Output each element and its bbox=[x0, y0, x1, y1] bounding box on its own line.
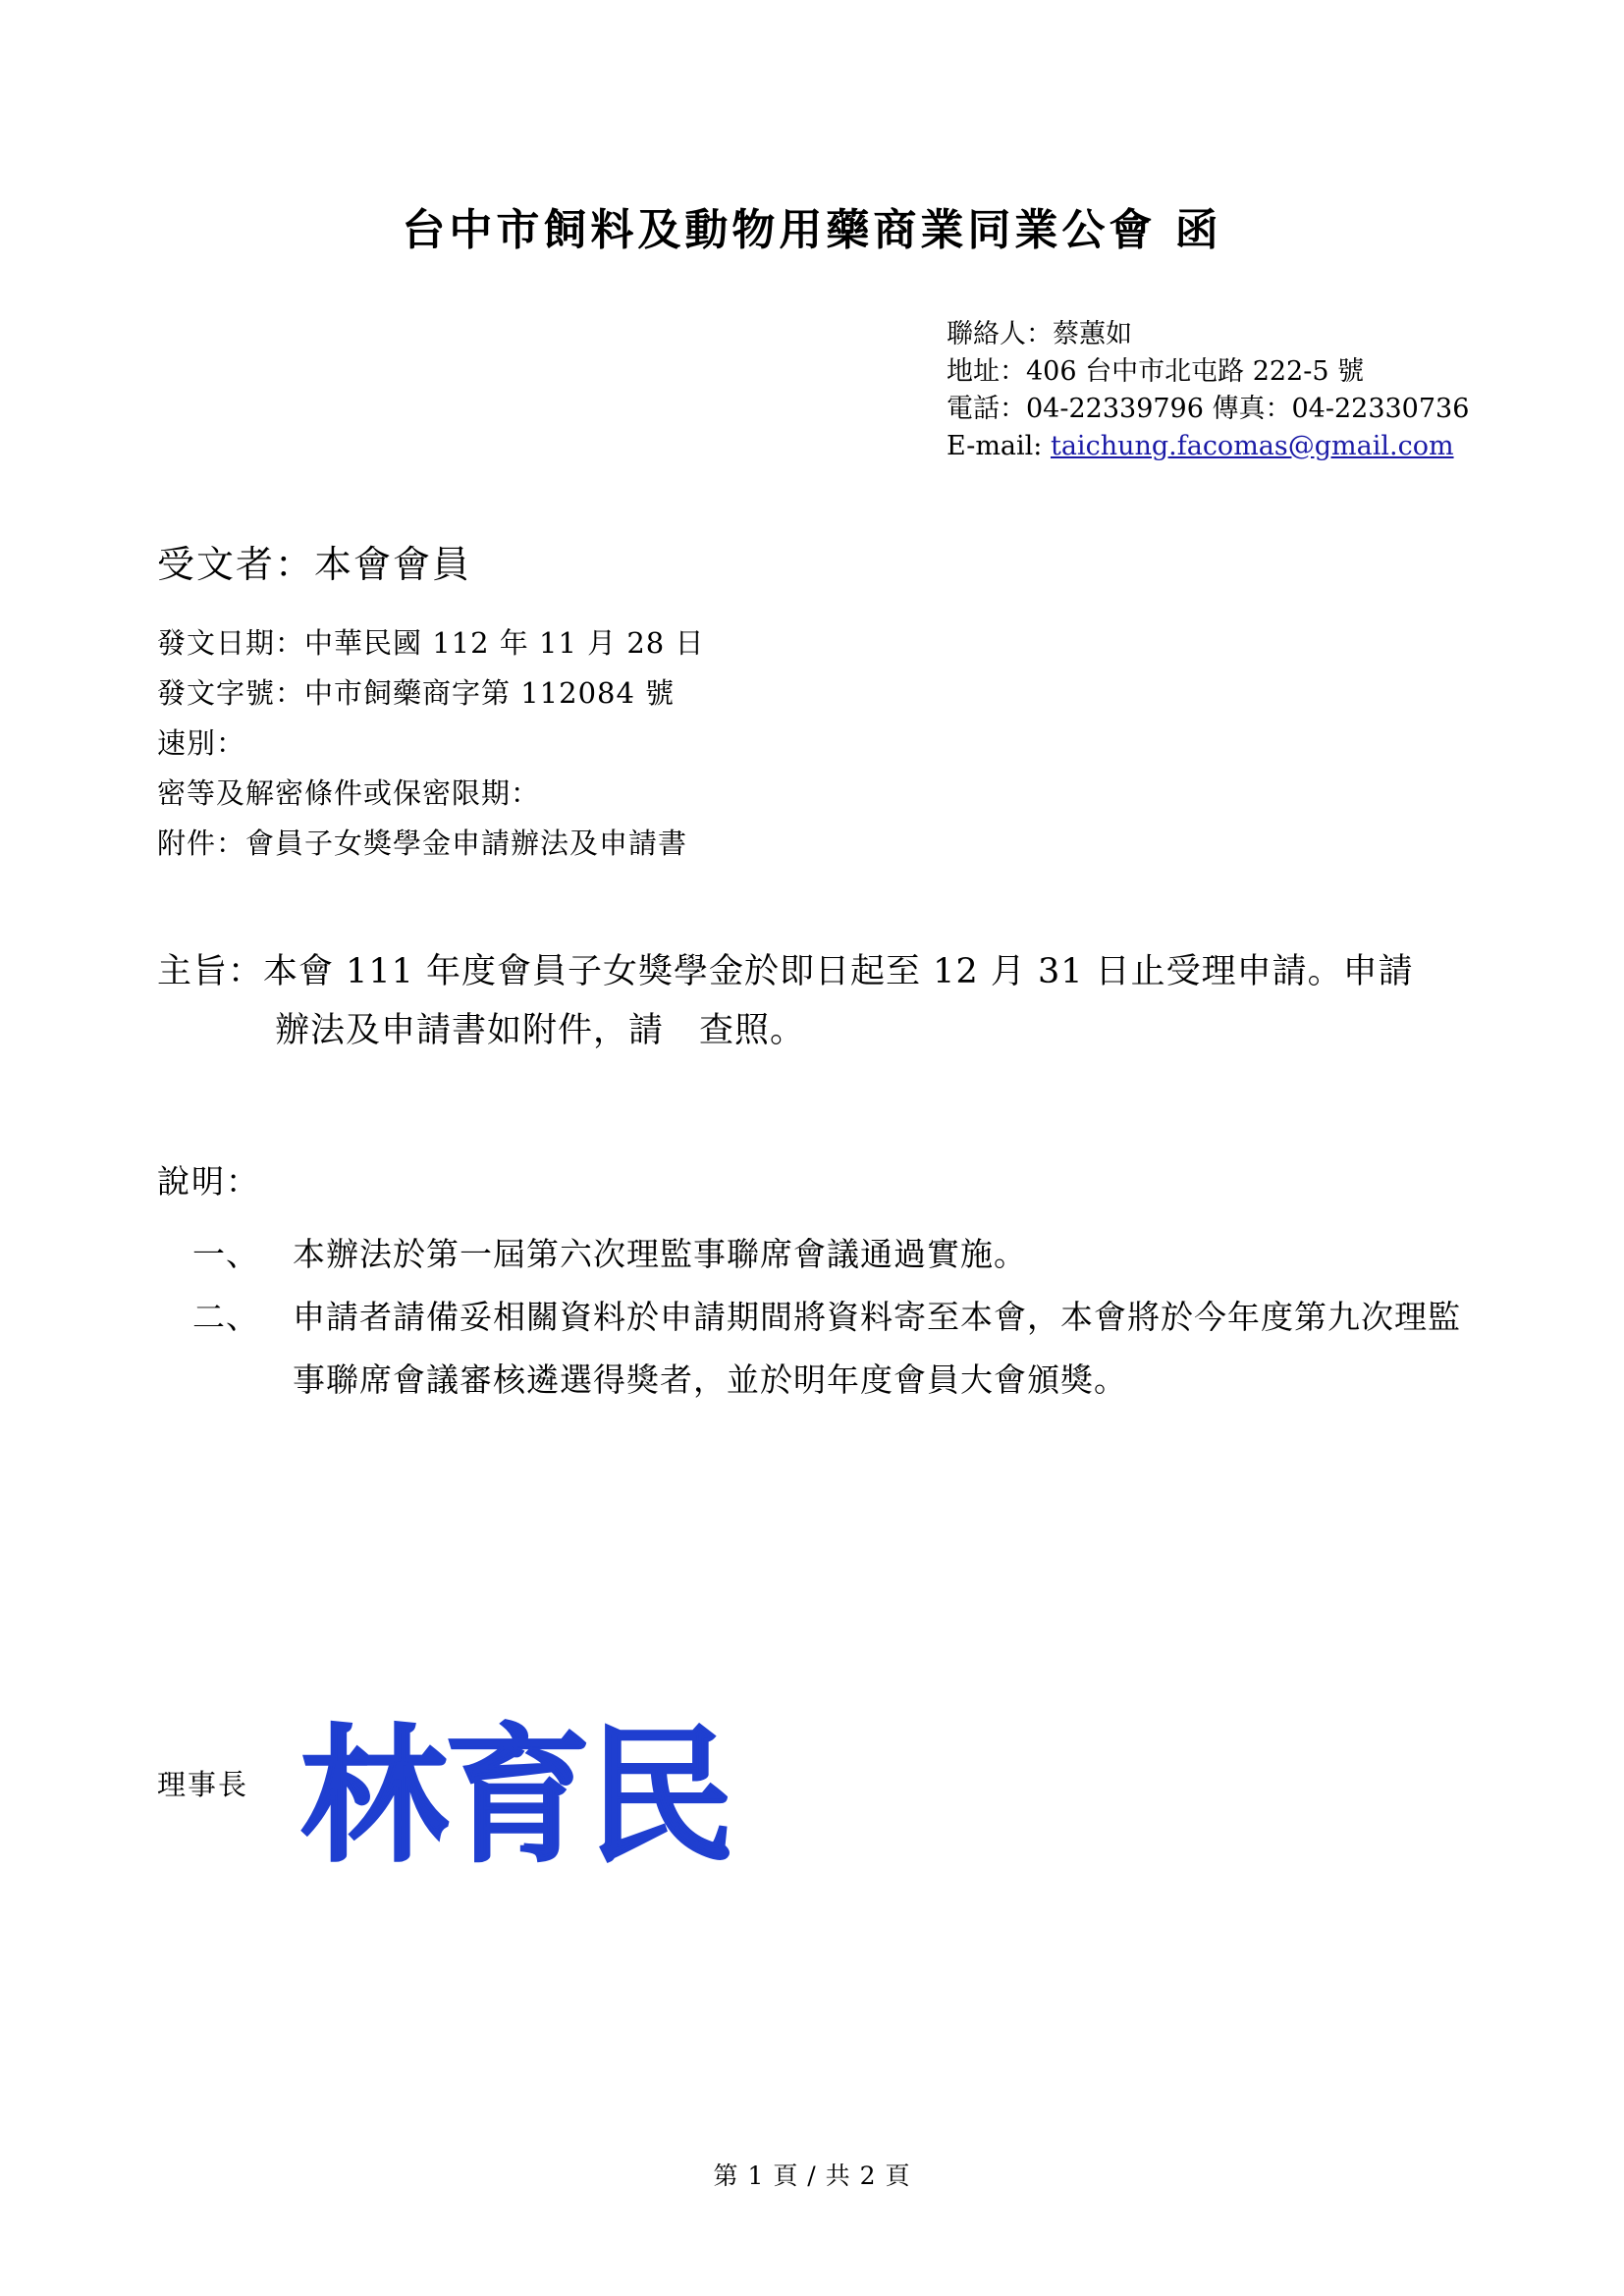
signature-name: 林育民 bbox=[300, 1712, 731, 1877]
item-text: 本辦法於第一屆第六次理監事聯席會議通過實施。 bbox=[293, 1235, 1027, 1273]
contact-address: 地址：406 台中市北屯路 222-5 號 bbox=[947, 356, 1365, 387]
contact-email-line bbox=[947, 428, 1469, 465]
contact-phone-fax: 電話：04-22339796 傳真：04-22330736 bbox=[947, 394, 1470, 424]
chairman-signature-stamp bbox=[300, 1700, 732, 1877]
document-meta bbox=[157, 618, 704, 869]
document-number: 發文字號：中市飼藥商字第 112084 號 bbox=[157, 676, 676, 710]
explanation-list bbox=[192, 1223, 1489, 1412]
item-number: 二、 bbox=[192, 1298, 259, 1336]
contact-block bbox=[947, 316, 1469, 465]
item-number: 一、 bbox=[192, 1235, 259, 1273]
page-number: 第 1 頁 / 共 2 頁 bbox=[713, 2162, 911, 2190]
explanation-item bbox=[192, 1286, 1489, 1412]
email-link[interactable]: taichung.facomas@gmail.com bbox=[1050, 431, 1454, 461]
explanation-heading: 說明： bbox=[157, 1162, 260, 1201]
email-label: E-mail: bbox=[947, 431, 1051, 461]
chairman-label: 理事長 bbox=[157, 1768, 249, 1801]
attachment: 附件：會員子女獎學金申請辦法及申請書 bbox=[157, 827, 688, 860]
contact-person: 聯絡人：蔡蕙如 bbox=[947, 319, 1132, 349]
explanation-item bbox=[192, 1223, 1489, 1286]
document-title: 台中市飼料及動物用藥商業同業公會 函 bbox=[402, 205, 1222, 255]
classification: 密等及解密條件或保密限期： bbox=[157, 776, 541, 810]
recipient: 受文者：本會會員 bbox=[157, 543, 472, 586]
item-text: 申請者請備妥相關資料於申請期間將資料寄至本會，本會將於今年度第九次理監事聯席會議審核遴選得獎者，並於明年度會員大會頒獎。 bbox=[293, 1298, 1461, 1399]
subject bbox=[157, 942, 1473, 1060]
issue-date: 發文日期：中華民國 112 年 11 月 28 日 bbox=[157, 626, 705, 660]
speed-class: 速別： bbox=[157, 726, 246, 760]
subject-line-2: 辦法及申請書如附件，請 查照。 bbox=[275, 1011, 806, 1050]
subject-line-1: 主旨：本會 111 年度會員子女獎學金於即日起至 12 月 31 日止受理申請。申請 bbox=[157, 952, 1414, 991]
